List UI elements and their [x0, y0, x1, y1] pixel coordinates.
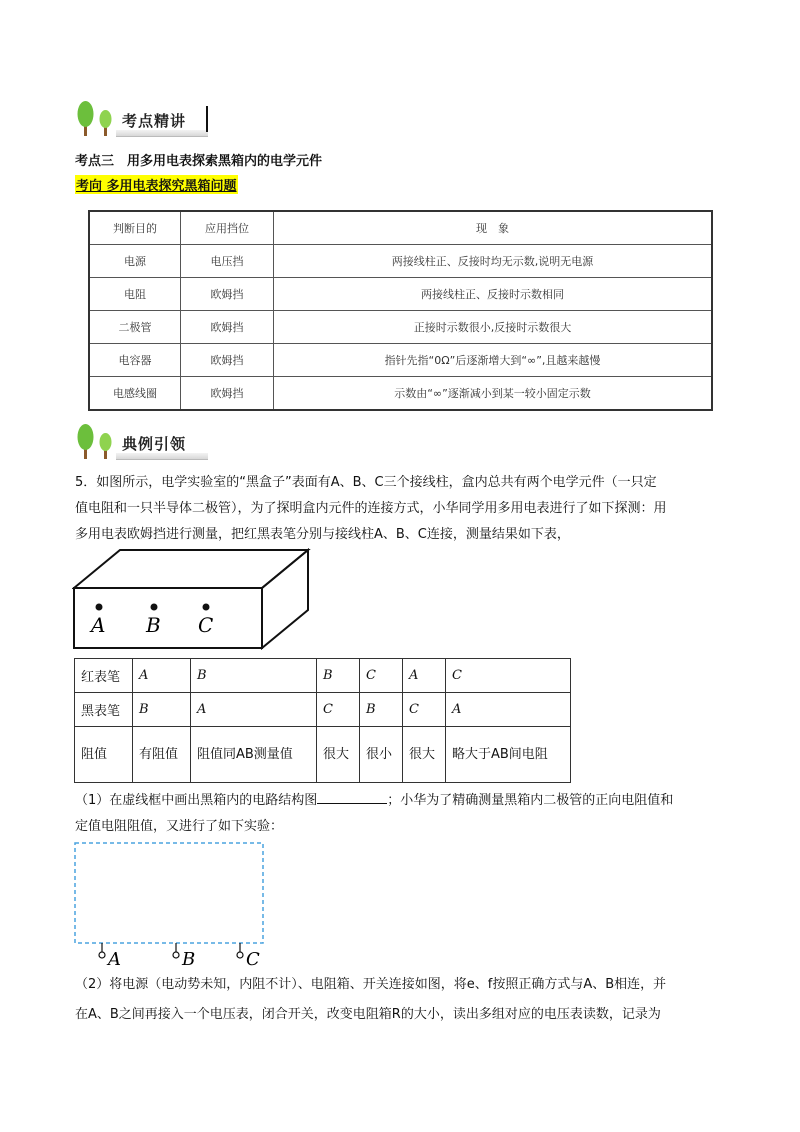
section-banner-examples	[74, 423, 209, 461]
table-cell: B	[360, 693, 403, 727]
table-cell: A	[403, 659, 446, 693]
table-cell: A	[191, 693, 317, 727]
table-cell: 很大	[317, 727, 360, 783]
table-cell: 阻值	[75, 727, 133, 783]
tree-icon	[74, 423, 122, 461]
table-header-row	[89, 211, 712, 245]
terminal-dot	[96, 604, 103, 611]
table-row	[75, 727, 571, 783]
terminal-ring	[237, 952, 243, 958]
table-header-cell: 判断目的	[89, 211, 181, 245]
question-2	[75, 972, 725, 1028]
terminal-dot	[151, 604, 158, 611]
question-1	[75, 788, 725, 840]
table-cell: 电阻	[89, 278, 181, 311]
table-cell: 二极管	[89, 311, 181, 344]
tree-icon	[74, 100, 122, 138]
table-cell: A	[133, 659, 191, 693]
terminal-ring	[173, 952, 179, 958]
terminal-label: B	[146, 613, 161, 637]
table-header-cell: 现 象	[274, 211, 713, 245]
table-cell: 电容器	[89, 344, 181, 377]
table-cell: B	[191, 659, 317, 693]
measurement-table	[74, 658, 571, 783]
table-cell: 示数由“∞”逐渐减小到某一较小固定示数	[274, 377, 713, 411]
text-line: 在A、B之间再接入一个电压表，闭合开关，改变电阻箱R的大小，读出多组对应的电压表读数，记录为	[75, 1007, 661, 1022]
terminal-label: C	[198, 613, 214, 637]
question-text: （1）在虚线框中画出黑箱内的电路结构图	[75, 793, 318, 808]
text-line	[75, 788, 725, 814]
table-row	[75, 693, 571, 727]
table-cell: 略大于AB间电阻	[446, 727, 571, 783]
table-cell: C	[317, 693, 360, 727]
table-row	[89, 377, 712, 411]
terminal-label: C	[246, 949, 260, 970]
table-cell: C	[403, 693, 446, 727]
text-line: 5．如图所示，电学实验室的“黑盒子”表面有A、B、C三个接线柱，盒内总共有两个电学元件（一只定	[75, 475, 657, 490]
table-cell: 有阻值	[133, 727, 191, 783]
text-cursor	[206, 106, 208, 132]
table-cell: B	[317, 659, 360, 693]
method-table	[88, 210, 713, 411]
terminal-label: A	[108, 949, 121, 970]
banner-underline	[116, 453, 208, 460]
table-cell: 阻值同AB测量值	[191, 727, 317, 783]
table-cell: A	[446, 693, 571, 727]
table-cell: 欧姆挡	[181, 311, 274, 344]
section-title: 考点三 用多用电表探索黑箱内的电学元件	[75, 154, 323, 169]
drawing-area[interactable]	[72, 840, 272, 970]
text-line: 多用电表欧姆挡进行测量，把红黑表笔分别与接线柱A、B、C连接，测量结果如下表，	[75, 527, 570, 542]
dashed-frame	[75, 843, 263, 943]
table-cell: 欧姆挡	[181, 278, 274, 311]
table-row	[89, 245, 712, 278]
banner-underline	[116, 130, 208, 137]
table-cell: 两接线柱正、反接时示数相同	[274, 278, 713, 311]
terminal-label: A	[91, 613, 106, 637]
table-cell: 红表笔	[75, 659, 133, 693]
table-cell: 很大	[403, 727, 446, 783]
table-row	[89, 278, 712, 311]
table-cell: 欧姆挡	[181, 344, 274, 377]
banner-title: 考点精讲	[122, 112, 187, 130]
answer-blank[interactable]	[317, 789, 387, 804]
table-cell: 电压挡	[181, 245, 274, 278]
terminal-label: B	[182, 949, 196, 970]
section-subtitle: 考向 多用电表探究黑箱问题	[75, 175, 238, 194]
section-banner-key-points	[74, 100, 209, 138]
table-cell: 黑表笔	[75, 693, 133, 727]
terminal-dot	[203, 604, 210, 611]
banner-title: 典例引领	[122, 435, 187, 453]
table-cell: B	[133, 693, 191, 727]
table-cell: 电感线圈	[89, 377, 181, 411]
table-row	[89, 344, 712, 377]
table-cell: 欧姆挡	[181, 377, 274, 411]
problem-statement	[75, 470, 725, 548]
table-row	[89, 311, 712, 344]
terminal-ring	[99, 952, 105, 958]
table-cell: C	[360, 659, 403, 693]
table-cell: 很小	[360, 727, 403, 783]
table-cell: 指针先指“0Ω”后逐渐增大到“∞”,且越来越慢	[274, 344, 713, 377]
table-row	[75, 659, 571, 693]
table-cell: 两接线柱正、反接时均无示数,说明无电源	[274, 245, 713, 278]
table-header-cell: 应用挡位	[181, 211, 274, 245]
table-cell: C	[446, 659, 571, 693]
black-box-figure	[72, 548, 312, 650]
question-text: ；小华为了精确测量黑箱内二极管的正向电阻值和	[387, 793, 674, 808]
text-line: 值电阻和一只半导体二极管），为了探明盒内元件的连接方式，小华同学用多用电表进行了如下探测：用	[75, 501, 667, 516]
text-line: 定值电阻阻值，又进行了如下实验：	[75, 819, 284, 834]
table-cell: 正接时示数很小,反接时示数很大	[274, 311, 713, 344]
text-line: （2）将电源（电动势未知，内阻不计）、电阻箱、开关连接如图，将e、f按照正确方式与A、B相连，并	[75, 977, 667, 992]
table-cell: 电源	[89, 245, 181, 278]
